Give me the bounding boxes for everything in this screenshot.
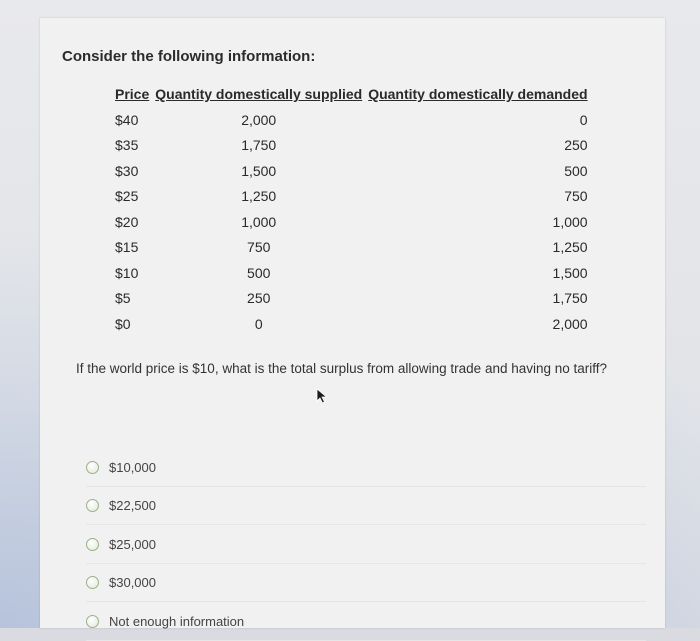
- table-row: [112, 235, 591, 261]
- table-row: [112, 184, 591, 210]
- cell-price: $0: [115, 315, 131, 332]
- header-quantity-supplied: Quantity domestically supplied: [155, 86, 363, 102]
- cell-price: $25: [115, 188, 139, 205]
- option-label: $25,000: [109, 536, 156, 552]
- cell-supplied: 1,750: [241, 137, 277, 154]
- cell-demanded: 250: [564, 137, 588, 154]
- supply-demand-table: [112, 86, 591, 337]
- cell-demanded: 750: [564, 188, 588, 205]
- cell-supplied: 750: [247, 239, 271, 256]
- option-25000[interactable]: [86, 525, 646, 564]
- cell-price: $30: [115, 162, 139, 179]
- table-row: [112, 311, 591, 337]
- radio-button-icon[interactable]: [86, 461, 99, 474]
- question-card: [40, 18, 665, 628]
- cell-price: $35: [115, 137, 139, 154]
- question-heading: Consider the following information:: [62, 48, 316, 65]
- option-label: $22,500: [109, 498, 156, 514]
- option-30000[interactable]: [86, 564, 646, 603]
- cell-supplied: 1,500: [241, 162, 277, 179]
- cell-demanded: 500: [564, 162, 588, 179]
- cell-demanded: 2,000: [552, 315, 588, 332]
- cell-demanded: 1,000: [552, 213, 588, 230]
- cell-price: $10: [115, 264, 139, 281]
- table-header-row: [112, 86, 591, 107]
- radio-button-icon[interactable]: [86, 538, 99, 551]
- option-10000[interactable]: [86, 448, 646, 487]
- cell-demanded: 0: [579, 111, 588, 128]
- cell-price: $20: [115, 213, 139, 230]
- cell-supplied: 1,000: [241, 213, 277, 230]
- cell-supplied: 0: [254, 315, 263, 332]
- option-22500[interactable]: [86, 487, 646, 526]
- table-row: [112, 260, 591, 286]
- cell-price: $5: [115, 290, 131, 307]
- option-label: Not enough information: [109, 613, 245, 629]
- mouse-cursor-icon: [316, 388, 328, 404]
- cell-price: $40: [115, 111, 139, 128]
- header-quantity-demanded: Quantity domestically demanded: [368, 86, 588, 102]
- cell-demanded: 1,250: [552, 239, 588, 256]
- option-label: $30,000: [109, 575, 156, 591]
- table-row: [112, 107, 591, 133]
- cell-supplied: 500: [247, 264, 271, 281]
- option-not-enough-information[interactable]: [86, 602, 646, 641]
- table-row: [112, 158, 591, 184]
- radio-button-icon[interactable]: [86, 499, 99, 512]
- cell-demanded: 1,500: [552, 264, 588, 281]
- header-price: Price: [115, 86, 150, 102]
- answer-options: [86, 448, 646, 641]
- radio-button-icon[interactable]: [86, 615, 99, 628]
- cell-supplied: 250: [247, 290, 271, 307]
- radio-button-icon[interactable]: [86, 576, 99, 589]
- table-row: [112, 286, 591, 312]
- cell-demanded: 1,750: [552, 290, 588, 307]
- table-row: [112, 133, 591, 159]
- cell-supplied: 2,000: [241, 111, 277, 128]
- option-label: $10,000: [109, 459, 156, 475]
- cell-supplied: 1,250: [241, 188, 277, 205]
- table-row: [112, 209, 591, 235]
- cell-price: $15: [115, 239, 139, 256]
- question-text: If the world price is $10, what is the total surplus from allowing trade and having no tariff?: [76, 361, 608, 376]
